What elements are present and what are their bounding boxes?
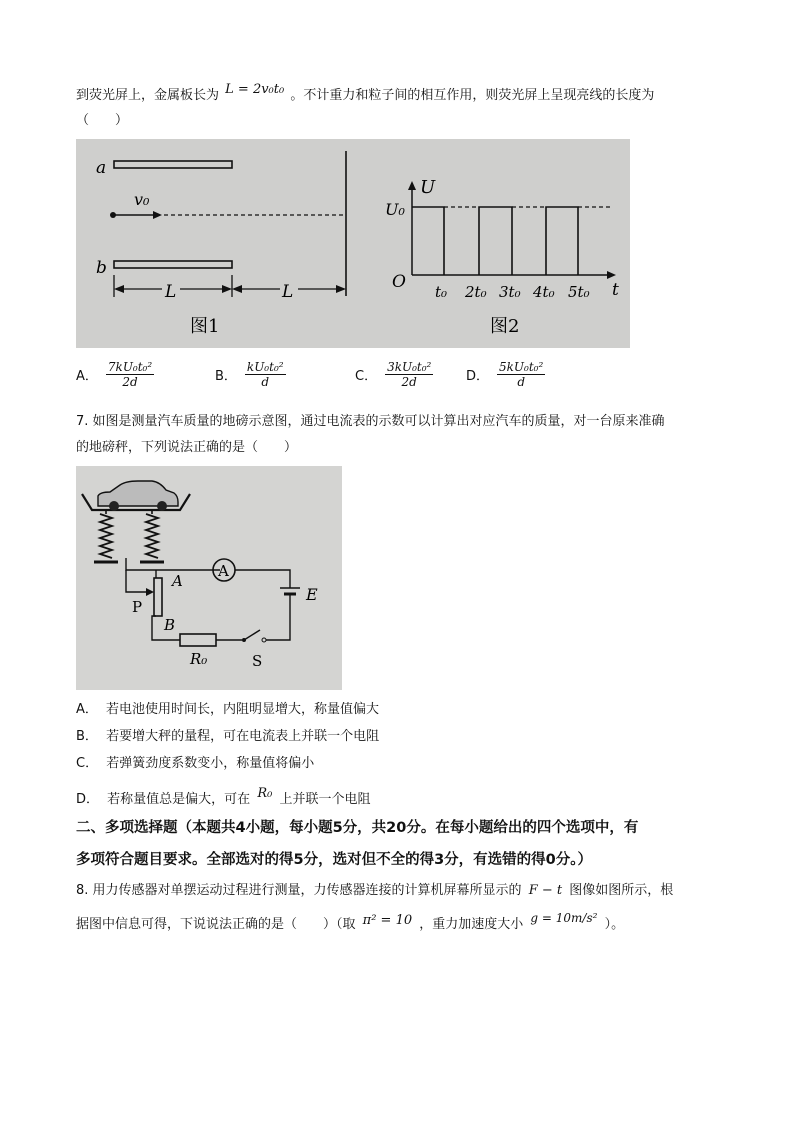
fraction-numerator: kU₀t₀² — [246, 360, 284, 374]
q8-text: ）。 — [604, 917, 625, 932]
q6-option-a[interactable] — [76, 360, 154, 389]
dim-label-1: L — [165, 282, 177, 302]
option-label: C． — [355, 369, 378, 384]
option-label: A． — [76, 702, 98, 717]
plate-b-label: b — [96, 258, 107, 278]
fig1-caption: 图1 — [190, 316, 220, 337]
level-label: U₀ — [385, 200, 405, 219]
y-axis-arrow — [408, 181, 416, 190]
option-label: C． — [76, 756, 99, 771]
fraction-numerator: 5kU₀t₀² — [499, 360, 544, 374]
section-2-line-1: 二、多项选择题（本题共4小题，每小题5分，共20分。在每小题给出的四个选项中，有 — [76, 820, 639, 836]
q6-blank: （ ） — [76, 113, 129, 128]
q6-text-b: 。不计重力和粒子间的相互作用，则荧光屏上呈现亮线的长度为 — [290, 88, 655, 103]
dim-arrow — [222, 285, 232, 293]
q8-math-g: g = 10m/s² — [530, 911, 598, 925]
q7-option-a[interactable] — [76, 700, 379, 720]
option-text: 若要增大秤的量程，可在电流表上并联一个电阻 — [106, 729, 380, 744]
option-fraction — [106, 360, 154, 389]
contact-b-label: B — [164, 616, 176, 634]
q7-option-d[interactable] — [76, 786, 371, 810]
q7-figure — [76, 466, 342, 690]
option-fraction — [385, 360, 433, 389]
car-wheel — [157, 501, 167, 511]
plate-b — [114, 261, 232, 268]
fraction-denominator: d — [517, 375, 525, 389]
origin-label: O — [392, 272, 406, 292]
dim-arrow — [232, 285, 242, 293]
dim-arrow — [114, 285, 124, 293]
x-axis-label: t — [612, 280, 619, 300]
slider-arrow — [146, 588, 154, 596]
tick-label: 3t₀ — [499, 283, 521, 301]
option-fraction — [245, 360, 286, 389]
wave-segment — [479, 207, 512, 275]
dim-label-2: L — [282, 282, 294, 302]
wire — [266, 594, 290, 640]
wave-segment — [546, 207, 578, 275]
fraction-denominator: 2d — [401, 375, 417, 389]
switch-contact — [262, 638, 266, 642]
fraction-denominator: 2d — [122, 375, 138, 389]
switch-icon — [244, 630, 260, 640]
q6-figure — [76, 139, 630, 348]
option-label: B． — [76, 729, 98, 744]
section-2-line-2: 多项符合题目要求。全部选对的得5分，选对但不全的得3分，有选错的得0分。） — [76, 852, 593, 868]
wave-segment — [412, 207, 444, 275]
option-label: B． — [215, 369, 237, 384]
car-icon — [98, 481, 178, 506]
q6-option-d[interactable] — [466, 360, 545, 389]
option-label: A． — [76, 369, 98, 384]
wire — [126, 568, 220, 570]
q8-text: 据图中信息可得，下说说法正确的是（ ）（取 — [76, 917, 356, 932]
resistor-label: R₀ — [190, 650, 208, 668]
q7-option-b[interactable] — [76, 727, 379, 747]
spring-right — [146, 510, 158, 558]
q6-option-b[interactable] — [215, 360, 286, 389]
q7-line-2: 的地磅秤，下列说法正确的是（ ） — [76, 440, 298, 455]
slider-wire — [126, 570, 152, 592]
tick-label: 2t₀ — [465, 283, 487, 301]
q8-text: 图像如图所示，根 — [569, 883, 674, 898]
car-wheel — [109, 501, 119, 511]
velocity-arrowhead — [153, 211, 162, 219]
velocity-label: v₀ — [134, 190, 150, 209]
dim-arrow — [336, 285, 346, 293]
option-math: R₀ — [257, 786, 273, 801]
spring-left — [100, 510, 112, 558]
option-label: D． — [466, 369, 490, 384]
resistor-icon — [180, 634, 216, 646]
q6-formula-length: L = 2v₀t₀ — [225, 82, 285, 97]
rheostat-icon — [154, 578, 162, 616]
q8-text: 8. 用力传感器对单摆运动过程进行测量，力传感器连接的计算机屏幕所显示的 — [76, 883, 522, 898]
option-text: 若电池使用时间长，内阻明显增大，称量值偏大 — [106, 702, 380, 717]
contact-a-label: A — [172, 572, 183, 590]
option-text: 若称量值总是偏大，可在 — [107, 792, 251, 807]
fraction-denominator: d — [261, 375, 270, 389]
q6-line-1 — [76, 82, 655, 106]
fraction-numerator: 7kU₀t₀² — [107, 360, 153, 374]
q8-math-ft: F − t — [528, 883, 563, 898]
option-text: 上并联一个电阻 — [279, 792, 371, 807]
switch-label: S — [252, 652, 263, 670]
battery-label: E — [306, 585, 318, 604]
q8-line-2 — [76, 911, 625, 935]
slider-label: P — [132, 598, 143, 616]
plate-a-label: a — [96, 158, 107, 178]
fig2-caption: 图2 — [490, 316, 520, 337]
q6-option-c[interactable] — [355, 360, 433, 389]
q8-line-1 — [76, 881, 673, 901]
q8-math-pi: π² = 10 — [362, 913, 413, 928]
fraction-numerator: 3kU₀t₀² — [387, 360, 432, 374]
q6-text-a: 到荧光屏上，金属板长为 — [76, 88, 220, 103]
tick-label: 5t₀ — [568, 283, 590, 301]
y-axis-label: U — [420, 177, 436, 198]
q7-option-c[interactable] — [76, 754, 314, 774]
q7-line-1: 7. 如图是测量汽车质量的地磅示意图，通过电流表的示数可以计算出对应汽车的质量，对一台原来准确 — [76, 414, 665, 429]
q8-text: ，重力加速度大小 — [419, 917, 524, 932]
option-fraction — [497, 360, 545, 389]
tick-label: 4t₀ — [533, 283, 555, 301]
x-axis-arrow — [607, 271, 616, 279]
plate-a — [114, 161, 232, 168]
wire — [235, 570, 290, 588]
q6-figure-svg — [76, 139, 630, 348]
option-text: 若弹簧劲度系数变小，称量值将偏小 — [106, 756, 315, 771]
ammeter-label: A — [218, 562, 229, 580]
tick-label: t₀ — [435, 283, 448, 301]
option-label: D． — [76, 792, 100, 807]
q7-figure-svg — [76, 466, 342, 690]
